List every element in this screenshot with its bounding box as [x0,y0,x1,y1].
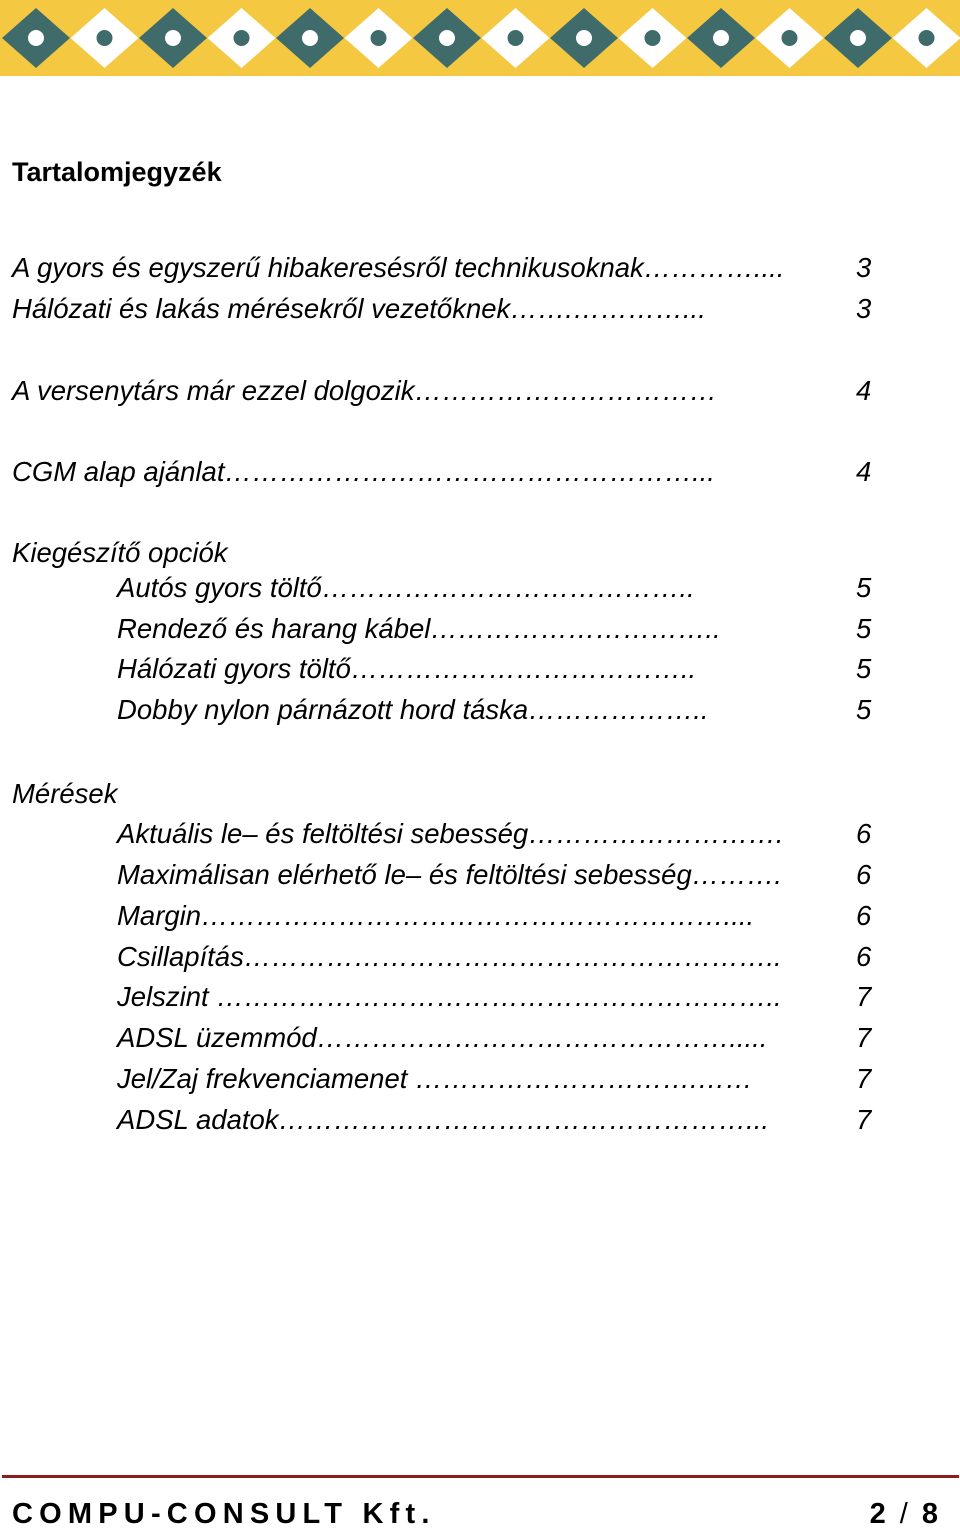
toc-entry-page: 6 [856,900,872,931]
toc-entry-text[interactable]: Jelszint …………………………………………………….. [117,981,782,1012]
toc-entry-text[interactable]: Hálózati és lakás mérésekről vezetőknek…….…………... [12,293,706,324]
toc-entry-page: 5 [856,613,872,644]
toc-entry-text[interactable]: ADSL adatok……………………………………………... [117,1104,769,1135]
toc-entry-page: 7 [856,981,872,1012]
banner-dot [28,30,44,46]
toc-title: Tartalomjegyzék [12,157,222,187]
toc-entry-text[interactable]: A gyors és egyszerű hibakeresésről technikusoknak………….... [12,252,785,283]
toc-entry-text[interactable]: Margin………………………………………………….... [117,900,755,931]
toc-entry-page: 3 [856,293,872,324]
banner-dot [508,30,524,46]
toc-entry-page: 6 [856,859,872,890]
banner-dot [165,30,181,46]
toc-entry-text[interactable]: Autós gyors töltő………………………………….. [117,572,695,603]
banner-dot [371,30,387,46]
banner-dot [576,30,592,46]
page-separator: / [899,1498,908,1530]
toc-entry-page: 4 [856,375,872,406]
toc-entry-text[interactable]: A versenytárs már ezzel dolgozik…………………………… [12,375,717,406]
banner-dot [645,30,661,46]
banner-dot [302,30,318,46]
toc-entry-page: 4 [856,456,872,487]
page-total: 8 [921,1498,938,1530]
toc-entry-page: 6 [856,818,872,849]
page-indicator [870,1494,938,1534]
toc-section-heading[interactable]: Kiegészítő opciók [12,537,228,568]
decorative-banner [0,0,960,76]
toc-entry-text[interactable]: Csillapítás………………………………………………….. [117,941,782,972]
footer-divider [2,1475,959,1478]
banner-dot [919,30,935,46]
toc-entry-text[interactable]: Hálózati gyors töltő……………………………….. [117,653,697,684]
banner-dot [234,30,250,46]
toc-entry-page: 5 [856,653,872,684]
banner-dot [97,30,113,46]
toc-entry-page: 6 [856,941,872,972]
toc-entry-text[interactable]: ADSL üzemmód………………………………………..... [117,1022,768,1053]
banner-dot [439,30,455,46]
page-current: 2 [869,1498,886,1530]
toc-entry-text[interactable]: Jel/Zaj frekvenciamenet ………………………….…… [117,1063,753,1094]
toc-entry-page: 3 [856,252,872,283]
banner-dot [850,30,866,46]
banner-dot [782,30,798,46]
toc-entry-page: 7 [856,1104,872,1135]
toc-section-heading[interactable]: Mérések [12,778,118,809]
company-name: COMPU-CONSULT Kft. [12,1498,436,1530]
toc-entry-page: 5 [856,694,872,725]
toc-entry-text[interactable]: CGM alap ajánlat……………………………………………... [12,456,715,487]
toc-entry-page: 7 [856,1022,872,1053]
toc-entry-text[interactable]: Rendező és harang kábel………………………….. [117,613,721,644]
banner-dot [713,30,729,46]
toc-entry-page: 7 [856,1063,872,1094]
toc-entry-text[interactable]: Dobby nylon párnázott hord táska……………….. [117,694,717,725]
toc-entry-text[interactable]: Maximálisan elérhető le– és feltöltési sebesség………. [117,859,782,890]
toc-entry-text[interactable]: Aktuális le– és feltöltési sebesség………………………. [117,818,784,849]
toc-entry-page: 5 [856,572,872,603]
